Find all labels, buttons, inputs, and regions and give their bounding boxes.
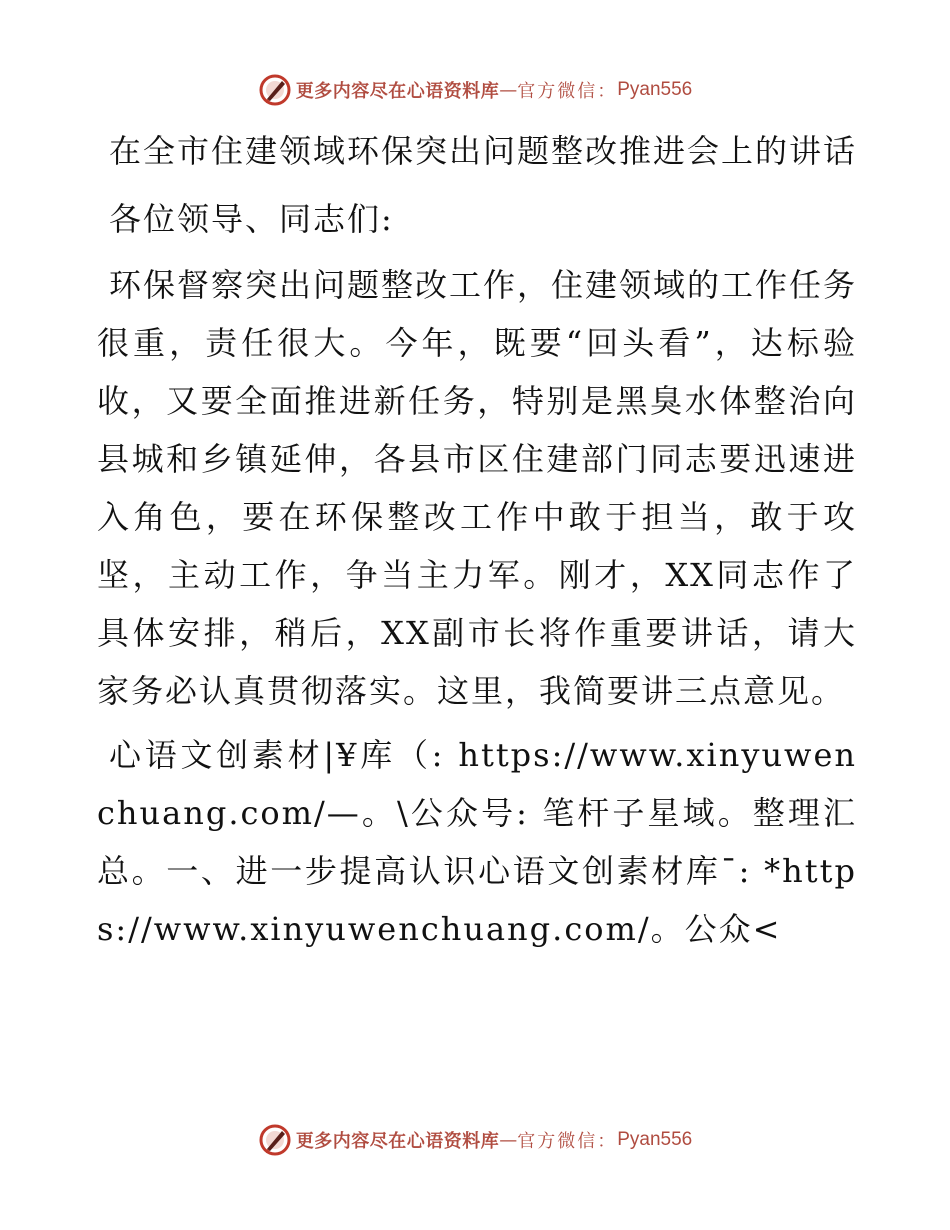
salutation: 各位领导、同志们: bbox=[109, 200, 394, 238]
document-body bbox=[97, 122, 857, 958]
banner-wechat-id: Pyan556 bbox=[617, 1129, 693, 1150]
pen-logo-icon bbox=[258, 73, 292, 107]
banner-brand-text: 更多内容尽在心语资料库 bbox=[295, 1131, 500, 1152]
document-title: 在全市住建领域环保突出问题整改推进会上的讲话 bbox=[109, 132, 858, 170]
banner-wechat-label: 官方微信： bbox=[517, 81, 618, 102]
banner-separator: — bbox=[499, 1129, 518, 1151]
banner-wechat-id: Pyan556 bbox=[617, 79, 693, 100]
header-banner bbox=[0, 70, 950, 110]
banner-separator: — bbox=[499, 79, 518, 101]
pen-logo-icon bbox=[258, 1123, 292, 1157]
body-paragraph-2: 心语文创素材|¥库（: https://www.xinyuwenchuang.com/—。\公众号: 笔杆子星域。整理汇总。一、进一步提高认识心语文创素材库¯: *https://www.xinyuwenchuang.com/。公众< bbox=[97, 736, 857, 948]
body-paragraph-1: 环保督察突出问题整改工作，住建领域的工作任务很重，责任很大。今年，既要“回头看”，达标验收，又要全面推进新任务，特别是黑臭水体整治向县城和乡镇延伸，各县市区住建部门同志要迅速进入角色，要在环保整改工作中敢于担当，敢于攻坚，主动工作，争当主力军。刚才，XX同志作了具体安排，稍后，XX副市长将作重要讲话，请大家务必认真贯彻落实。这里，我简要讲三点意见。 bbox=[97, 266, 858, 710]
banner-wechat-label: 官方微信： bbox=[517, 1131, 618, 1152]
footer-banner bbox=[0, 1120, 950, 1160]
banner-brand-text: 更多内容尽在心语资料库 bbox=[295, 81, 500, 102]
